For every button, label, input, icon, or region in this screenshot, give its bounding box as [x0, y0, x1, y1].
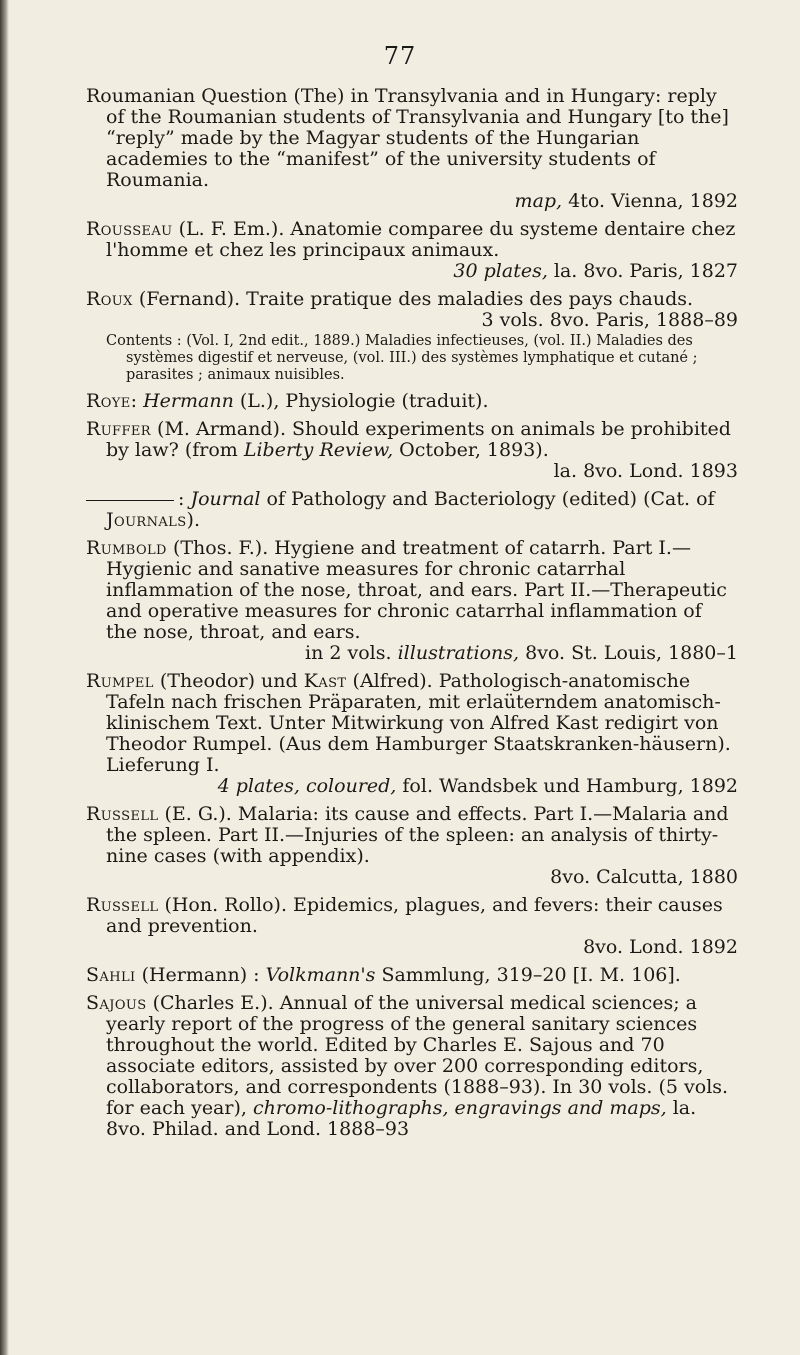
- entry-heading: Roux: [86, 288, 133, 310]
- bibliography-entry: [86, 289, 738, 384]
- bibliography-entry: [86, 804, 738, 888]
- entry-heading: Russell: [86, 803, 159, 825]
- entry-text: Rousseau (L. F. Em.). Anatomie comparee du systeme dentaire chez l'homme et chez les principaux animaux.: [86, 218, 736, 261]
- entry-imprint: map, 4to. Vienna, 1892: [514, 190, 738, 212]
- entry-heading: Rousseau: [86, 218, 173, 240]
- page-spine-shadow: [0, 0, 9, 1355]
- entry-heading: Sahli: [86, 964, 136, 986]
- entry-contents: Contents : (Vol. I, 2nd edit., 1889.) Maladies infectieuses, (vol. II.) Maladies des systèmes digestif et nerveuse, (vol. III.) des systèmes lymphatique et cutané ; parasites ; animaux nuisibles.: [106, 333, 698, 383]
- bibliography-entry: [86, 538, 738, 664]
- entry-text: Rumbold (Thos. F.). Hygiene and treatment of catarrh. Part I.— Hygienic and sanative measures for chronic catarrhal inflammation of the nose, throat, and ears. Part II.—Therapeutic and operative measures for chronic catarrhal inflammation of the nose, throat, and ears.: [86, 537, 727, 643]
- bibliography-entry: [86, 489, 738, 531]
- bibliography-entry: [86, 419, 738, 482]
- entry-text: Sahli (Hermann) : Volkmann's Sammlung, 319–20 [I. M. 106].: [86, 964, 681, 986]
- entry-imprint: la. 8vo. Lond. 1893: [553, 460, 738, 482]
- entry-heading: Ruffer: [86, 418, 151, 440]
- entry-heading: Russell: [86, 894, 159, 916]
- entry-text: Rumpel (Theodor) und Kast (Alfred). Pathologisch-anatomische Tafeln nach frischen Präparaten, mit erlaüterndem anatomisch-klinischem Text. Unter Mitwirkung von Alfred Kast redigirt von Theodor Rumpel. (Aus dem Hamburger Staatskranken-häusern). Lieferung I.: [86, 670, 731, 776]
- page-number: 77: [383, 42, 417, 70]
- entry-imprint: 30 plates, la. 8vo. Paris, 1827: [453, 260, 738, 282]
- entry-text: Sajous (Charles E.). Annual of the universal medical sciences; a yearly report of the progress of the general sanitary sciences throughout the world. Edited by Charles E. Sajous and 70 associate editors, assisted by over 200 corresponding editors, collaborators, and correspondents (1888–93). In 30 vols. (5 vols. for each year), chromo-lithographs, engravings and maps, la. 8vo. Philad. and Lond. 1888–93: [86, 992, 729, 1140]
- entry-heading: Sajous: [86, 992, 147, 1014]
- entry-text: Roux (Fernand). Traite pratique des maladies des pays chauds.: [86, 288, 694, 310]
- bibliography-entry: [86, 391, 738, 412]
- bibliography-entry: [86, 965, 738, 986]
- entry-text: Roumanian Question (The) in Transylvania and in Hungary: reply of the Roumanian students of Transylvania and Hungary [to the] “reply” made by the Magyar students of the Hungarian academies to the “manifest” of the university students of Roumania.: [86, 85, 729, 191]
- ditto-dash: [86, 500, 174, 501]
- bibliography-entry: [86, 993, 738, 1140]
- entry-text: Russell (E. G.). Malaria: its cause and effects. Part I.—Malaria and the spleen. Part II.—Injuries of the spleen: an analysis of thirty-nine cases (with appendix).: [86, 803, 729, 867]
- bibliography-entry: [86, 671, 738, 797]
- entry-heading: Rumpel: [86, 670, 154, 692]
- bibliography-list: [86, 86, 738, 1147]
- bibliography-entry: [86, 86, 738, 212]
- bibliography-entry: [86, 219, 738, 282]
- entry-text: Ruffer (M. Armand). Should experiments on animals be prohibited by law? (from Liberty Review, October, 1893).: [86, 418, 731, 461]
- bibliography-entry: [86, 895, 738, 958]
- entry-imprint: 8vo. Lond. 1892: [583, 936, 738, 958]
- entry-imprint: 8vo. Calcutta, 1880: [550, 866, 738, 888]
- entry-text: : Journal of Pathology and Bacteriology (edited) (Cat. of Journals).: [86, 489, 738, 531]
- entry-text: Roye: Hermann (L.), Physiologie (traduit).: [86, 390, 489, 412]
- entry-heading: Roye: [86, 390, 131, 412]
- entry-imprint: 3 vols. 8vo. Paris, 1888–89: [481, 309, 738, 331]
- entry-text: Russell (Hon. Rollo). Epidemics, plagues, and fevers: their causes and prevention.: [86, 894, 723, 937]
- entry-heading: Rumbold: [86, 537, 167, 559]
- entry-imprint: in 2 vols. illustrations, 8vo. St. Louis, 1880–1: [305, 642, 738, 664]
- entry-imprint: 4 plates, coloured, fol. Wandsbek und Hamburg, 1892: [217, 775, 738, 797]
